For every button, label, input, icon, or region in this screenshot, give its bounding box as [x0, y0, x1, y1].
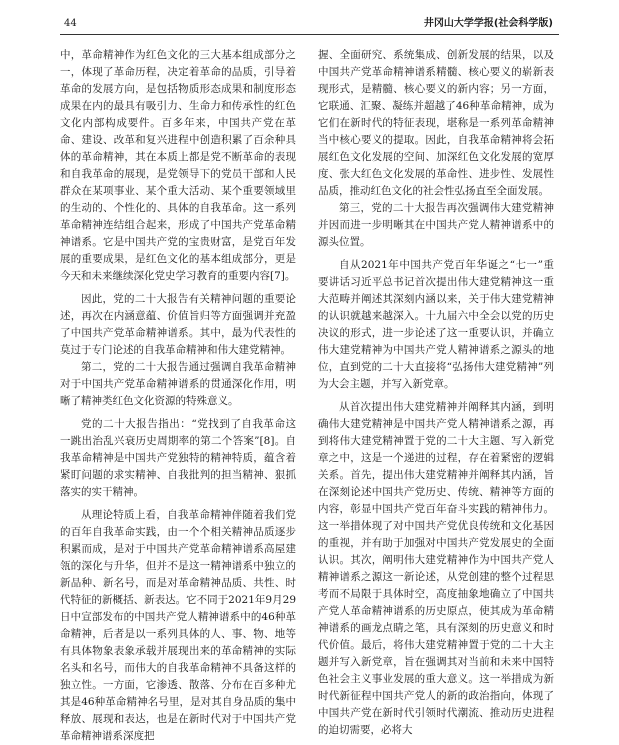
- body-paragraph: 第三，党的二十大报告再次强调伟大建党精神并因而进一步明晰其在中国共产党人精神谱系中的源头位置。: [318, 202, 554, 248]
- right-text-column: [318, 47, 554, 739]
- page-number: 44: [64, 18, 77, 29]
- left-text-column: [60, 47, 296, 745]
- body-paragraph: 从理论特质上看，自我革命精神伴随着我们党的百年自我革命实践，由一个个相关精神品质逐步积累而成，是对于中国共产党革命精神谱系高屋建瓴的深化与升华，但并不是这一精神谱系中独立的新品种、新名号，而是对革命精神品质、共性、时代特征的新概括、新表达。它不同于2021年9月29日中宣部发布的中国共产党人精神谱系中的46种革命精神，后者是以一系列具体的人、事、物、地等有具体物象表象承载并展现出来的革命精神的实际名头和名号，而伟大的自我革命精神不具备这样的独立性。一方面，它渗透、散落、分布在百多种尤其是46种革命精神名号里，是对其自身品质的集中释放、展现和表达，也是在新时代对于中国共产党革命精神谱系深度把: [60, 509, 296, 742]
- running-header: [60, 16, 559, 35]
- body-paragraph: 握、全面研究、系统集成、创新发展的结果，以及中国共产党革命精神谱系精髓、核心要义的崭新表现形式，是精髓、核心要义的新内容；另一方面，它联通、汇聚、凝练并超越了46种革命精神，成为它们在新时代的特征表现，堪称是一系列革命精神当中核心要义的提取。因此，自我革命精神将会拓展红色文化发展的空间、加深红色文化发展的宽厚度、张大红色文化发展的革命性、进步性、发展性品质，推动红色文化的社会性弘扬直至全面发展。: [318, 49, 554, 197]
- body-paragraph: 中，革命精神作为红色文化的三大基本组成部分之一，体现了革命历程，决定着革命的品质，引导着革命的发展方向，是包括物质形态成果和制度形态成果在内的最具有吸引力、生命力和传承性的红色文化内部构成要件。百多年来，中国共产党在革命、建设、改革和复兴进程中创造积累了百余种具体的革命精神，其在本质上都是党不断革命的表现和自我革命的展现，是党领导下的党员干部和人民群众在某项事业、某个重大活动、某个重要领域里的生动的、个性化的、具体的自我革命。这一系列革命精神连结组合起来，形成了中国共产党革命精神谱系。它是中国共产党的宝贵财富，是党百年发展的重要成果，是红色文化的基本组成部分，更是今天和未来继续深化党史学习教育的重要内容[7]。: [60, 49, 296, 282]
- body-paragraph: 第二，党的二十大报告通过强调自我革命精神对于中国共产党革命精神谱系的贯通深化作用，明晰了精神类红色文化资源的特殊意义。: [60, 361, 296, 407]
- journal-title: 井冈山大学学报(社会科学版): [423, 18, 553, 29]
- body-paragraph: 因此，党的二十大报告有关精神问题的重要论述，再次在内涵意蕴、价值旨归等方面强调并充盈了中国共产党革命精神谱系。其中，最为代表性的莫过于专门论述的自我革命精神和伟大建党精神。: [60, 293, 296, 356]
- body-paragraph: 党的二十大报告指出：“党找到了自我革命这一跳出治乱兴衰历史周期率的第二个答案”[8]。自我革命精神是中国共产党独特的精神特质，蕴含着紧盯问题的求实精神、自我批判的担当精神、狠抓落实的实干精神。: [60, 418, 296, 498]
- body-paragraph: 从首次提出伟大建党精神并阐释其内涵，到明确伟大建党精神是中国共产党人精神谱系之源，再到将伟大建党精神置于党的二十大主题、写入新党章之中，这是一个递进的过程，存在着紧密的逻辑关系。首先，提出伟大建党精神并阐释其内涵，旨在深刻论述中国共产党历史、传统、精神等方面的内容，彰显中国共产党百年奋斗实践的精神伟力。这一举措体现了对中国共产党优良传统和文化基因的重视，并有助于加强对中国共产党发展史的全面认识。其次，阐明伟大建党精神作为中国共产党人精神谱系之源这一新论述，从党创建的整个过程思考而不局限于具体时空，高度抽象地确立了中国共产党人革命精神谱系的历史原点，使其成为革命精神谱系的画龙点睛之笔，具有深刻的历史意义和时代价值。最后，将伟大建党精神置于党的二十大主题并写入新党章，旨在强调其对当前和未来中国特色社会主义事业发展的重大意义。这一举措成为新时代新征程中国共产党人的新的政治指向，体现了中国共产党在新时代引领时代潮流、推动历史进程的迫切需要，必将大: [318, 401, 554, 736]
- body-paragraph: 自从2021年中国共产党百年华诞之“七一”重要讲话习近平总书记首次提出伟大建党精神这一重大范畴并阐述其深刻内涵以来，关于伟大建党精神的认识就越来越深入。十九届六中全会以党的历史决议的形式，进一步论述了这一重要认识，并确立伟大建党精神为中国共产党人精神谱系之源头的地位，直到党的二十大直接将“弘扬伟大建党精神”列为大会主题，并写入新党章。: [318, 259, 554, 390]
